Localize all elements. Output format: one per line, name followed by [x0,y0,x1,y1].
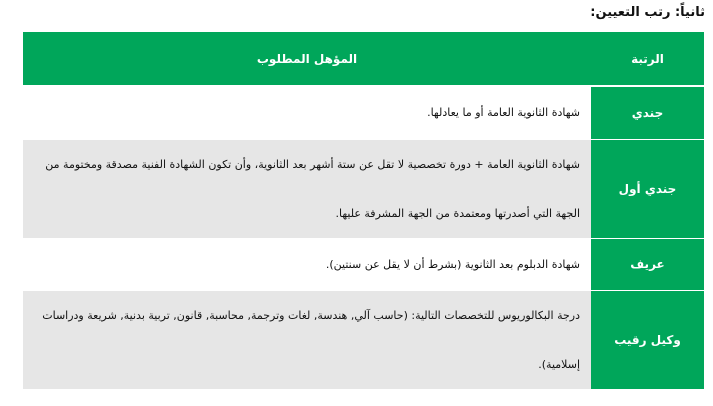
qualification-cell: شهادة الدبلوم بعد الثانوية (بشرط أن لا يقل عن سنتين). [23,238,591,290]
rank-cell: جندي [591,87,704,139]
rank-cell: وكيل رقيب [591,290,704,389]
table-row [23,87,704,139]
header-qualification: المؤهل المطلوب [23,32,591,85]
ranks-table [23,32,704,390]
table-row [23,290,704,389]
qualification-cell: شهادة الثانوية العامة + دورة تخصصية لا تقل عن ستة أشهر بعد الثانوية، وأن تكون الشهادة الفنية مصدقة ومختومة من الجهة التي أصدرتها ومعتمدة من الجهة المشرفة عليها. [23,139,591,238]
rank-cell: عريف [591,238,704,290]
table-row [23,238,704,290]
section-heading: ثانياً: رتب التعيين: [590,5,705,20]
qualification-cell: درجة البكالوريوس للتخصصات التالية: (حاسب آلي, هندسة, لغات وترجمة, محاسبة, قانون, تربية بدنية, شريعة ودراسات إسلامية). [23,290,591,389]
qualification-cell: شهادة الثانوية العامة أو ما يعادلها. [23,87,591,139]
header-rank: الرتبة [591,32,704,85]
table-row [23,139,704,238]
rank-cell: جندي أول [591,139,704,238]
table-header-row [23,32,704,85]
